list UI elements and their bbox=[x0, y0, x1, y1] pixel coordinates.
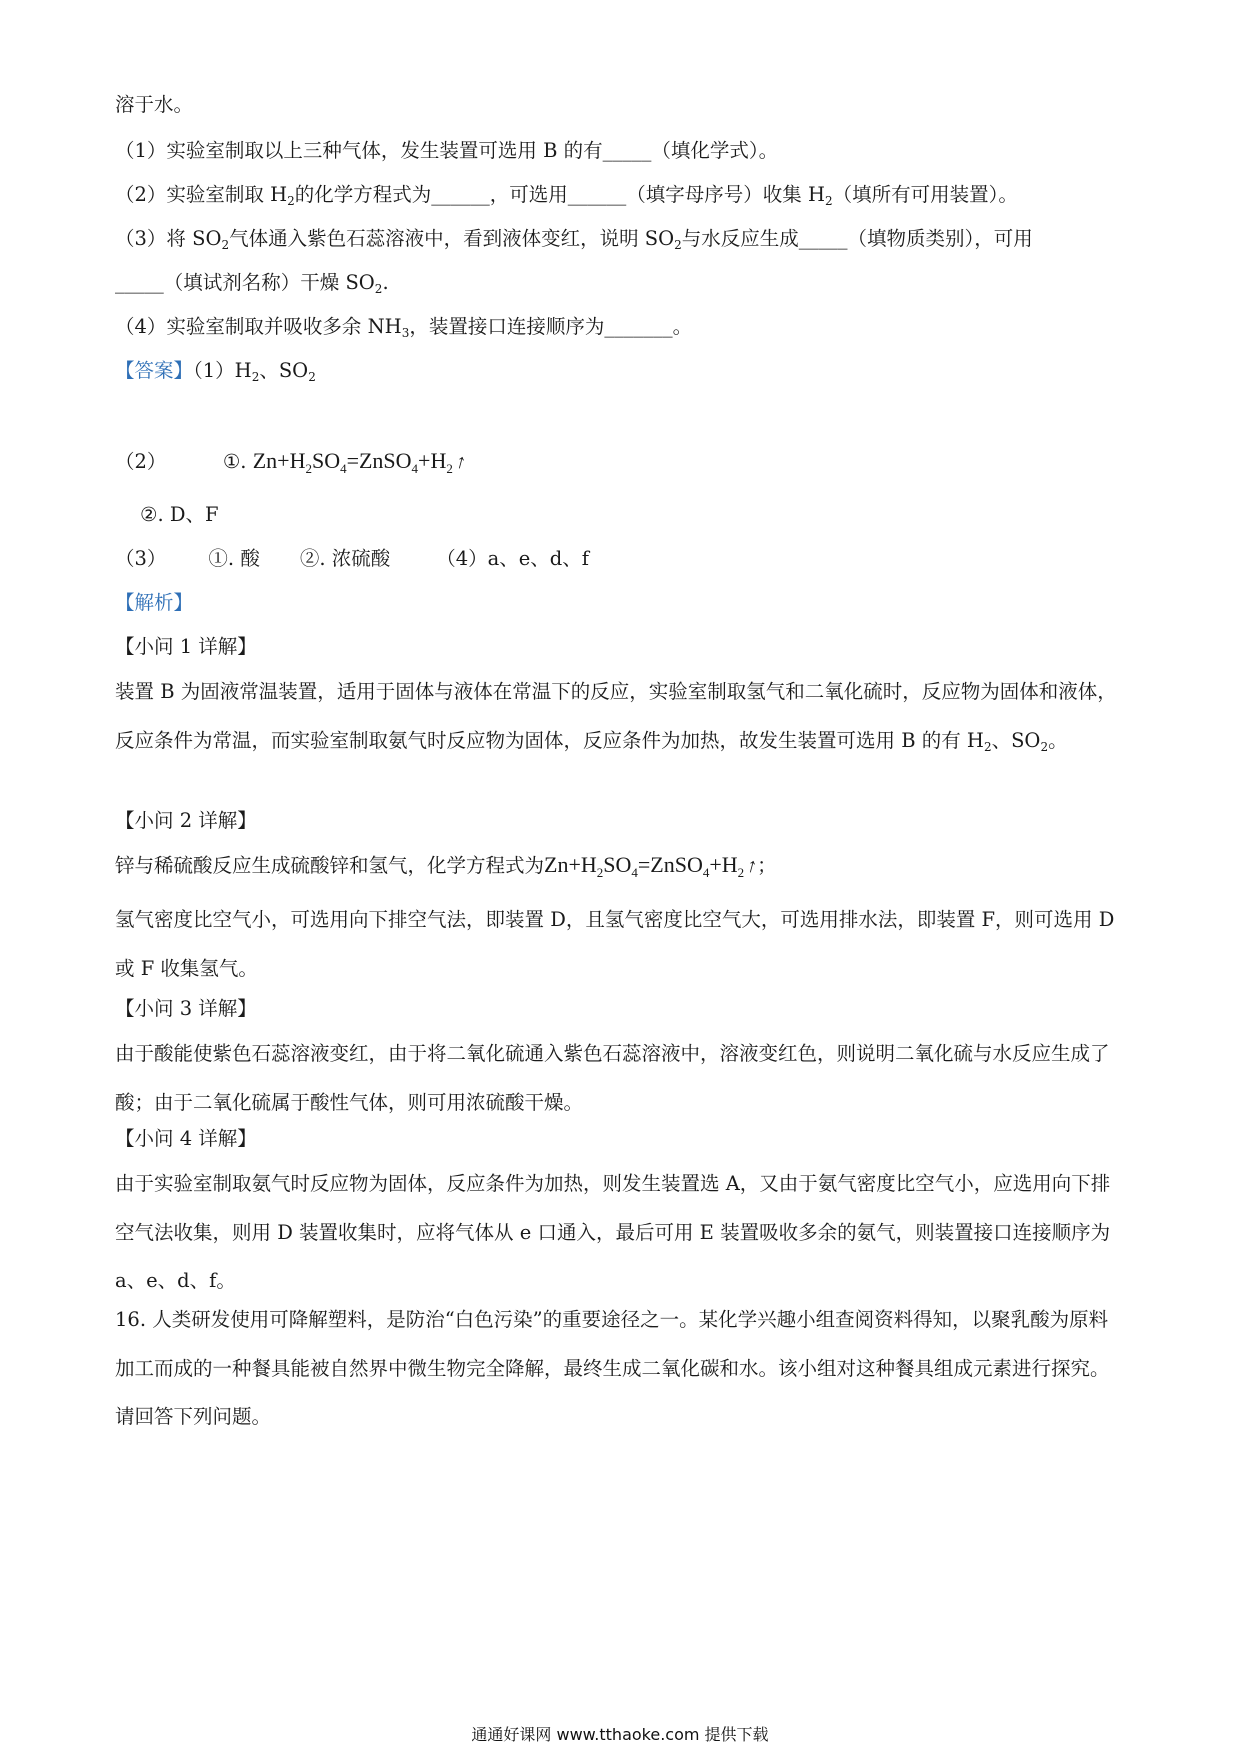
q2-blank: ______ bbox=[431, 183, 490, 206]
q1-pre: （1）实验室制取以上三种气体，发生装置可选用 B 的有 bbox=[115, 139, 603, 162]
sub1-text bbox=[115, 668, 1125, 765]
sub1-text-c: 。 bbox=[1048, 728, 1068, 752]
q3-blank: _____ bbox=[798, 227, 848, 250]
q2-blank: ______ bbox=[567, 183, 627, 206]
footer: 通通好课网 www.tthaoke.com 提供下载 bbox=[471, 1725, 769, 1744]
sub2-text: 氢气密度比空气小，可选用向下排空气法，即装置 D，且氢气密度比空气大，可选用排水法，即装置 F，则可选用 D 或 F 收集氢气。 bbox=[115, 908, 1115, 980]
q3-mid: 气体通入紫色石蕊溶液中，看到液体变红，说明 SO bbox=[229, 227, 675, 250]
eq-part: Zn+H bbox=[544, 852, 597, 877]
sub1-sub: 2 bbox=[983, 739, 992, 754]
gas-arrow-icon: ↑ bbox=[453, 450, 469, 474]
eq-sub: 4 bbox=[631, 865, 638, 880]
q2-pre: （2）实验室制取 H bbox=[115, 183, 288, 206]
answer-1: （1）H bbox=[193, 359, 252, 382]
eq-sub: 2 bbox=[737, 865, 745, 880]
q2-mid: ，可选用 bbox=[489, 183, 568, 206]
eq-part: =ZnSO bbox=[637, 852, 703, 877]
sub3-text: 由于酸能使紫色石蕊溶液变红，由于将二氧化硫通入紫色石蕊溶液中，溶液变红色，则说明二氧化硫与水反应生成了酸；由于二氧化硫属于酸性气体，则可用浓硫酸干燥。 bbox=[115, 1042, 1110, 1114]
answer-line-3: ②. D、F bbox=[140, 503, 219, 526]
q3-sub: 2 bbox=[374, 282, 383, 296]
q3-blank: _____ bbox=[115, 271, 164, 294]
sub2-text-a: 锌与稀硫酸反应生成硫酸锌和氢气，化学方程式为 bbox=[115, 854, 545, 877]
q3-pre: （3）将 SO bbox=[115, 227, 222, 250]
answer-2-label: （2） bbox=[115, 450, 167, 473]
sub3-title: 【小问 3 详解】 bbox=[115, 997, 257, 1020]
answer-2-mark: ①. bbox=[222, 450, 247, 473]
q3-mid: （填试剂名称）干燥 SO bbox=[163, 271, 375, 294]
question-1 bbox=[115, 138, 778, 164]
q2-mid: （填字母序号）收集 H bbox=[626, 183, 826, 206]
q2-post: （填所有可用装置）。 bbox=[832, 183, 1018, 206]
q4-pre: （4）实验室制取并吸收多余 NH bbox=[115, 315, 402, 338]
eq-part: +H bbox=[418, 448, 447, 473]
q1-blank: _____ bbox=[602, 139, 652, 162]
intro-tail: 溶于水。 bbox=[115, 93, 194, 116]
answer-4: （4）a、e、d、f bbox=[436, 547, 590, 570]
gas-arrow-icon: ↑ bbox=[744, 854, 760, 878]
sub2-title: 【小问 2 详解】 bbox=[115, 809, 257, 832]
q3-post: （填物质类别），可用 bbox=[847, 227, 1033, 250]
q1-post: （填化学式）。 bbox=[651, 139, 779, 162]
answer-line-4 bbox=[115, 546, 589, 572]
q4-blank: _______ bbox=[604, 315, 673, 338]
answer-1-mid: 、SO bbox=[259, 359, 309, 382]
sub4-text: 由于实验室制取氨气时反应物为固体，反应条件为加热，则发生装置选 A，又由于氨气密度比空气小，应选用向下排空气法收集，则用 D 装置收集时，应将气体从 e 口通入，最后可用 E 装置吸收多余的氨气，则装置接口连接顺序为 a、e、d、f。 bbox=[115, 1172, 1111, 1292]
question-4 bbox=[115, 314, 692, 340]
eq-sub: 2 bbox=[596, 865, 604, 880]
eq-sub: 2 bbox=[305, 461, 312, 476]
q4-mid: ，装置接口连接顺序为 bbox=[409, 315, 605, 338]
answer-3-item: ②. 浓硫酸 bbox=[299, 547, 391, 570]
q3-sub: 2 bbox=[674, 238, 682, 252]
answer-1-sub: 2 bbox=[251, 370, 260, 384]
answer-line-2 bbox=[115, 448, 469, 476]
q2-sub: 2 bbox=[825, 194, 833, 208]
eq-part: +H bbox=[709, 852, 738, 877]
eq-sub: 4 bbox=[411, 461, 419, 476]
q3-mid: 与水反应生成 bbox=[681, 227, 799, 250]
q4-post: 。 bbox=[672, 315, 693, 338]
eq-sub: 4 bbox=[340, 461, 347, 476]
eq-part: =ZnSO bbox=[346, 448, 412, 473]
answer-1-sub: 2 bbox=[308, 370, 316, 384]
sub1-sub: 2 bbox=[1040, 739, 1049, 754]
sub4-title: 【小问 4 详解】 bbox=[115, 1127, 257, 1150]
eq-sub: 2 bbox=[446, 461, 453, 476]
answer-3-label: （3） bbox=[115, 547, 167, 570]
q3-post: . bbox=[382, 271, 389, 294]
sub1-text-a: 装置 B 为固液常温装置，适用于固体与液体在常温下的反应，实验室制取氢气和二氧化硫时，反应物为固体和液体，反应条件为常温，而实验室制取氨气时反应物为固体，反应条件为加热，故发生装置可选用 B 的有 H bbox=[115, 680, 1117, 752]
equation bbox=[252, 448, 469, 476]
question-16: 16. 人类研发使用可降解塑料，是防治“白色污染”的重要途径之一。某化学兴趣小组查阅资料得知，以聚乳酸为原料加工而成的一种餐具能被自然界中微生物完全降解，最终生成二氧化碳和水。该小组对这种餐具组成元素进行探究。请回答下列问题。 bbox=[115, 1308, 1110, 1428]
eq-part: SO bbox=[603, 852, 632, 877]
sub1-text-b: 、SO bbox=[991, 728, 1041, 752]
eq-part: Zn+H bbox=[252, 448, 306, 473]
question-3-line2 bbox=[115, 270, 389, 296]
eq-part: SO bbox=[311, 448, 341, 473]
q2-sub: 2 bbox=[287, 194, 295, 208]
q2-mid: 的化学方程式为 bbox=[294, 183, 432, 206]
q3-sub: 2 bbox=[221, 238, 230, 252]
answer-tag: 【答案】 bbox=[115, 359, 194, 382]
sub2-text-b: ； bbox=[757, 854, 777, 877]
equation bbox=[544, 852, 760, 880]
sub2-eq-line bbox=[115, 852, 777, 879]
answer-3-item: ①. 酸 bbox=[208, 547, 260, 570]
analysis-tag: 【解析】 bbox=[115, 591, 194, 614]
sub1-title: 【小问 1 详解】 bbox=[115, 635, 257, 658]
eq-sub: 4 bbox=[702, 865, 710, 880]
q4-sub: 3 bbox=[401, 326, 410, 340]
question-2 bbox=[115, 182, 1018, 208]
answer-line-1 bbox=[115, 358, 316, 384]
question-3-line1 bbox=[115, 226, 1033, 252]
